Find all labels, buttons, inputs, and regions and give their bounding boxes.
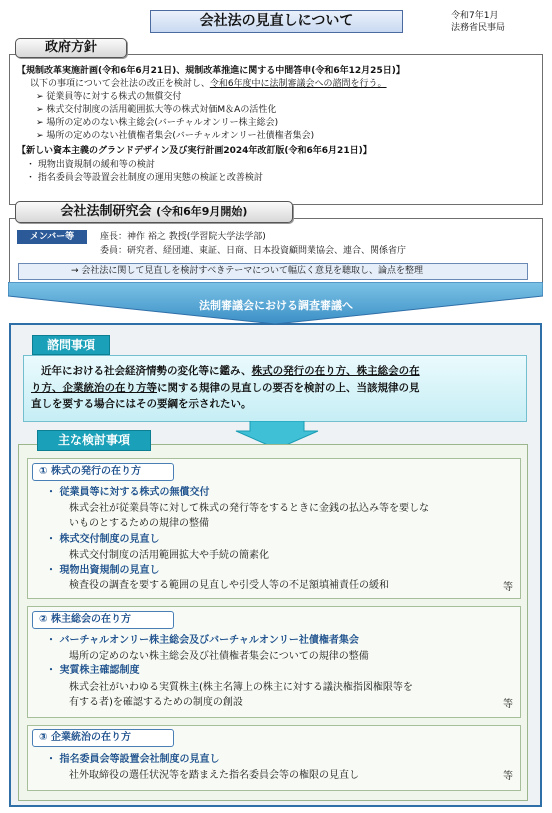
item-nomination-committee: ・ 指名委員会等設置会社制度の見直し: [46, 754, 220, 765]
item-in-kind: ・ 現物出資規制の見直し: [46, 565, 160, 576]
policy-line-1: 【規制改革実施計画(令和6年6月21日)、規制改革推進に関する中間答申(令和6年12月25日)】: [17, 66, 405, 76]
inquiry-line-3: 直しを要する場合にはその要綱を示されたい。: [31, 398, 252, 410]
section-3-heading: ③ 企業統治の在り方: [32, 729, 174, 747]
item-free-stock: ・ 従業員等に対する株式の無償交付: [46, 487, 210, 498]
section-3-etc: 等: [503, 771, 513, 782]
section-2-heading: ② 株主総会の在り方: [32, 611, 174, 629]
item-free-stock-body-1: 株式会社が従業員等に対して株式の発行等をするときに金銭の払込み等を要しな: [69, 503, 429, 514]
item-virtual-meeting: ・ バーチャルオンリー株主総会及びバーチャルオンリー社債権者集会: [46, 635, 359, 646]
policy-line-5: ➢ 場所の定めのない株主総会(バーチャルオンリー株主総会): [36, 118, 279, 128]
policy-line-7: 【新しい資本主義のグランドデザイン及び実行計画2024年改訂版(令和6年6月21日)】: [17, 146, 372, 156]
item-free-stock-body-2: いものとするための規律の整備: [69, 518, 209, 529]
banner-text: 法制審議会における調査審議へ: [199, 299, 353, 312]
policy-line-3: ➢ 従業員等に対する株式の無償交付: [36, 92, 182, 102]
section-1-heading: ① 株式の発行の在り方: [32, 463, 174, 481]
inquiry-heading: 諮問事項: [32, 335, 110, 355]
item-virtual-meeting-body: 場所の定めのない株主総会及び社債権者集会についての規律の整備: [69, 651, 369, 662]
department: 法務省民事局: [451, 23, 506, 33]
item-nomination-committee-body: 社外取締役の選任状況等を踏まえた指名委員会等の権限の見直し: [69, 770, 359, 781]
item-beneficial-owner: ・ 実質株主確認制度: [46, 665, 140, 676]
page-title: 会社法の見直しについて: [150, 10, 403, 33]
inquiry-text: [31, 363, 521, 413]
policy-line-2-underlined: 令和6年度中に法制審議会への諮問を行う。: [209, 79, 387, 89]
study-group-date: (令和6年9月開始): [156, 205, 248, 218]
policy-line-2: 以下の事項について会社法の改正を検討し、令和6年度中に法制審議会への諮問を行う。: [30, 79, 387, 89]
item-share-exchange: ・ 株式交付制度の見直し: [46, 534, 160, 545]
study-group-heading: 会社法制研究会 (令和6年9月開始): [15, 201, 293, 223]
study-group-members: 委員：研究者、経団連、東証、日商、日本投資顧問業協会、連合、関係省庁: [100, 246, 407, 256]
policy-line-6: ➢ 場所の定めのない社債権者集会(バーチャルオンリー社債権者集会): [36, 131, 315, 141]
item-beneficial-owner-body-1: 株式会社がいわゆる実質株主(株主名簿上の株主に対する議決権指図権限等を: [69, 682, 413, 693]
item-beneficial-owner-body-2: 有する者)を確認するための制度の創設: [69, 697, 243, 708]
member-tag: メンバー等: [17, 230, 87, 244]
item-in-kind-body: 検査役の調査を要する範囲の見直しや引受人等の不足額填補責任の緩和: [69, 580, 389, 591]
inquiry-line-1: 近年における社会経済情勢の変化等に鑑み、株式の発行の在り方、株主総会の在: [41, 365, 420, 377]
policy-line-4: ➢ 株式交付制度の活用範囲拡大等の株式対価M＆Aの活性化: [36, 105, 277, 115]
policy-line-8: ・ 現物出資規制の緩和等の検討: [26, 160, 155, 170]
study-group-chair: 座長：神作 裕之 教授(学習院大学法学部): [100, 232, 266, 242]
item-share-exchange-body: 株式交付制度の活用範囲拡大や手続の簡素化: [69, 550, 269, 561]
main-items-heading: 主な検討事項: [37, 430, 151, 451]
section-1-etc: 等: [503, 582, 513, 593]
date: 令和7年1月: [451, 11, 499, 21]
section-2-etc: 等: [503, 699, 513, 710]
gov-policy-heading: 政府方針: [15, 38, 127, 58]
policy-line-9: ・ 指名委員会等設置会社制度の運用実態の検証と改善検討: [26, 173, 263, 183]
study-group-note: → 会社法に関して見直しを検討すべきテーマについて幅広く意見を聴取し、論点を整理: [18, 263, 528, 280]
inquiry-line-2: り方、企業統治の在り方等に関する規律の見直しの要否を検討の上、当該規律の見: [31, 381, 420, 394]
